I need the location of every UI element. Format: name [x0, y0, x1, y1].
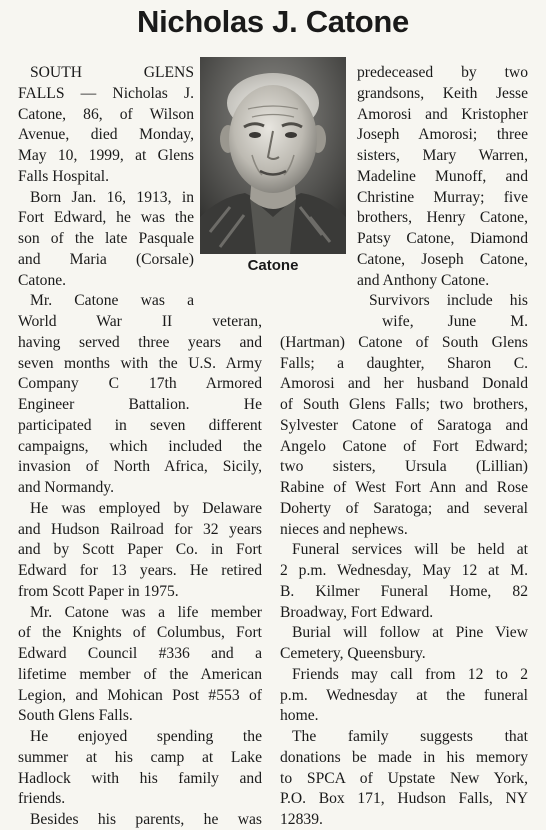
- column-1-line: Catone, 86, of Wilson: [18, 105, 194, 123]
- column-2-line: 12839.: [280, 811, 323, 828]
- column-1-line: participated in seven different: [18, 416, 262, 434]
- column-1-line: FALLS — Nicholas J.: [18, 84, 194, 102]
- column-1-line: South Glens Falls.: [18, 707, 133, 725]
- column-2-line: Burial will follow at Pine View: [292, 624, 528, 642]
- column-1-line: campaigns, which included the: [18, 437, 262, 455]
- column-1-line: having served three years and: [18, 333, 262, 351]
- column-2-line: Survivors include his: [369, 292, 528, 310]
- column-1-line: Falls Hospital.: [18, 167, 109, 185]
- column-1-line: and Normandy.: [18, 479, 114, 496]
- column-1-line: Catone.: [18, 271, 67, 289]
- column-1-line: Company C 17th Armored: [18, 375, 262, 393]
- column-2-line: Sylvester Catone of Saratoga and: [280, 416, 528, 434]
- column-1-line: Engineer Battalion. He: [18, 396, 262, 413]
- column-1-line: SOUTH GLENS: [30, 64, 194, 81]
- photo-caption: Catone: [247, 257, 299, 274]
- column-2-line: p.m. Wednesday at the funeral: [280, 686, 528, 704]
- column-1-line: and by Scott Paper Co. in Fort: [18, 541, 262, 559]
- column-2-line: Amorosi and Kristopher: [357, 105, 528, 123]
- column-2-line: Doherty of Saratoga; and several: [280, 499, 528, 517]
- column-2-line: and Anthony Catone.: [357, 271, 490, 289]
- column-1-line: Besides his parents, he was: [30, 811, 262, 828]
- column-2-line: Broadway, Fort Edward.: [280, 603, 434, 621]
- column-2-line: (Hartman) Catone of South Glens: [280, 333, 528, 351]
- column-1-line: seven months with the U.S. Army: [18, 354, 262, 372]
- column-1-line: He was employed by Delaware: [30, 499, 262, 517]
- column-2-line: of South Glens Falls; two brothers,: [280, 396, 528, 413]
- column-2-line: 2 p.m. Wednesday, May 12 at M.: [280, 562, 528, 579]
- column-2-line: Catone, Joseph Catone,: [357, 250, 528, 268]
- column-2-line: Angelo Catone of Fort Edward;: [280, 437, 528, 455]
- column-1-line: lifetime member of the American: [18, 665, 262, 683]
- column-1-line: Born Jan. 16, 1913, in: [30, 188, 194, 206]
- column-2-line: Patsy Catone, Diamond: [357, 230, 528, 247]
- column-1-line: Mr. Catone was a life member: [30, 603, 262, 621]
- column-2-line: B. Kilmer Funeral Home, 82: [280, 582, 528, 600]
- portrait-photo: [200, 57, 346, 254]
- column-1-line: Hadlock with his family and: [18, 769, 262, 787]
- column-1-line: summer at his camp at Lake: [18, 748, 262, 766]
- column-2-line: nieces and nephews.: [280, 520, 408, 538]
- column-2-line: P.O. Box 171, Hudson Falls, NY: [280, 790, 528, 808]
- column-1-line: invasion of North Africa, Sicily,: [18, 458, 262, 476]
- column-1-line: son of the late Pasquale: [18, 230, 194, 247]
- column-1-line: Fort Edward, he was the: [18, 209, 194, 227]
- column-1-line: and Maria (Corsale): [18, 250, 194, 268]
- obituary-headline: Nicholas J. Catone: [137, 4, 409, 39]
- column-2-line: Joseph Amorosi; three: [357, 126, 528, 144]
- column-2-line: Friends may call from 12 to 2: [292, 665, 528, 683]
- column-1-line: May 10, 1999, at Glens: [18, 147, 194, 164]
- column-2-line: Rabine of West Fort Ann and Rose: [280, 479, 528, 496]
- column-2-line: to SPCA of Upstate New York,: [280, 769, 528, 787]
- column-1-line: Avenue, died Monday,: [18, 126, 194, 144]
- column-1-line: Edward Council #336 and a: [18, 645, 262, 662]
- column-2-line: sisters, Mary Warren,: [357, 147, 528, 164]
- column-1-line: friends.: [18, 790, 66, 808]
- column-1-line: of the Knights of Columbus, Fort: [18, 624, 262, 642]
- column-2-line: The family suggests that: [292, 728, 528, 745]
- column-2-line: Cemetery, Queensbury.: [280, 645, 426, 662]
- column-2-line: wife, June M.: [382, 313, 528, 330]
- column-2-line: predeceased by two: [357, 64, 528, 81]
- column-2-line: Madeline Munoff, and: [357, 167, 528, 185]
- column-2-line: Christine Murray; five: [357, 188, 528, 206]
- column-1-line: Edward for 13 years. He retired: [18, 562, 262, 579]
- column-2-line: Funeral services will be held at: [292, 541, 528, 559]
- column-1-line: Mr. Catone was a: [30, 292, 194, 310]
- column-2-line: two sisters, Ursula (Lillian): [280, 458, 528, 476]
- column-2-line: grandsons, Keith Jesse: [357, 84, 528, 102]
- column-2-line: Amorosi and her husband Donald: [280, 375, 528, 393]
- column-1-line: World War II veteran,: [18, 313, 262, 330]
- column-1-line: Legion, and Mohican Post #553 of: [18, 686, 262, 704]
- column-1-line: and Hudson Railroad for 32 years: [18, 520, 262, 538]
- column-1-line: He enjoyed spending the: [30, 728, 262, 745]
- column-2-line: Falls; a daughter, Sharon C.: [280, 354, 528, 372]
- column-1-line: from Scott Paper in 1975.: [18, 582, 179, 600]
- column-2-line: brothers, Henry Catone,: [357, 209, 528, 227]
- column-2-line: home.: [280, 707, 319, 725]
- column-2-line: donations be made in his memory: [280, 748, 528, 766]
